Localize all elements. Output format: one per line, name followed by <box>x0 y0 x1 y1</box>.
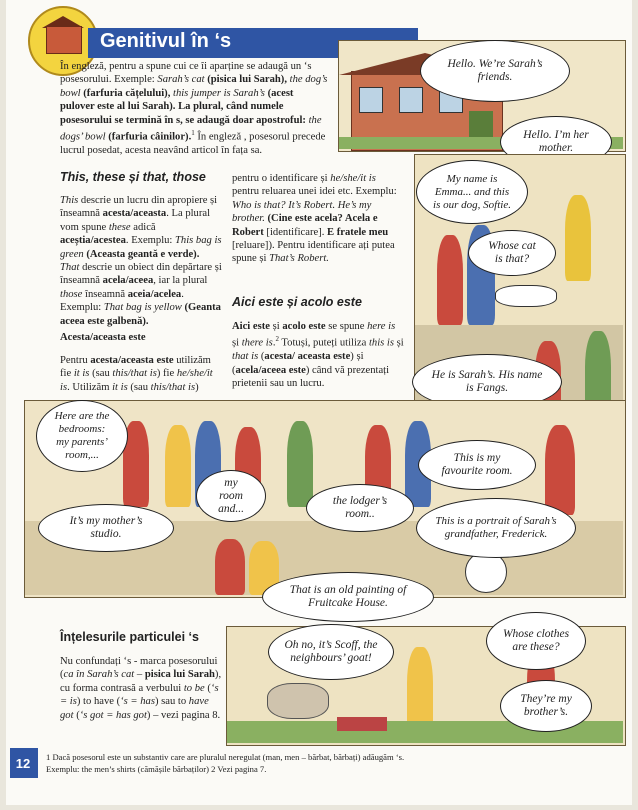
house-shape <box>46 26 82 54</box>
text: . Exemplu: <box>125 235 176 247</box>
word-this: This <box>60 195 79 206</box>
speech-bubble: This is my favourite room. <box>418 440 536 490</box>
person-figure <box>565 195 591 281</box>
text: descrie un lucru din apropiere și înseamnă <box>60 195 218 220</box>
example: it is <box>112 381 128 393</box>
text: . <box>272 337 276 349</box>
aici-acolo-paragraph <box>232 320 404 391</box>
text: ) – vezi pagina 8. <box>146 709 221 721</box>
text: Totuși, puteți utiliza <box>278 337 369 349</box>
text: pentru reluarea unei idei etc. Exemplu: <box>232 186 397 198</box>
text: . Exemplu: <box>60 288 184 314</box>
word-that: That <box>60 262 80 274</box>
text: se spune <box>325 321 368 332</box>
intro-text: În engleză , posesorul precede lucrul posedat, acesta neavând articol în fața sa. <box>60 131 326 156</box>
example: This bag is green <box>60 235 222 260</box>
speech-bubble: It’s my mother’s studio. <box>38 504 174 552</box>
page-number: 12 <box>10 748 36 778</box>
text: . Utilizăm <box>67 381 113 393</box>
term: acesta/ aceasta este <box>264 351 351 363</box>
text: . La plural vom spune <box>60 208 211 233</box>
translation: (Cine este acela? Acela e Robert <box>232 213 378 238</box>
example: he/she/it is <box>60 368 213 393</box>
goat-figure <box>267 683 329 719</box>
acesta-paragraph <box>60 354 222 394</box>
window <box>359 87 383 113</box>
translation: (Geanta aceea este galbenă). <box>60 302 221 327</box>
speech-bubble: Here are the bedrooms: my parents’ room,... <box>36 400 128 472</box>
text: Pentru <box>60 355 91 366</box>
text: ) to have ( <box>76 696 121 708</box>
example: there is <box>241 337 273 349</box>
speech-bubble: my room and... <box>196 470 266 522</box>
person-figure <box>215 539 245 595</box>
text: ( <box>258 351 265 363</box>
speech-bubble: My name is Emma... and this is our dog, Softie. <box>416 160 528 224</box>
example: this is <box>368 337 394 349</box>
heading-aici-acolo: Aici este și acolo este <box>232 295 362 309</box>
term: acesta/aceasta este <box>90 355 174 366</box>
intro-paragraph <box>60 60 330 157</box>
term: acela/aceea este <box>235 364 306 376</box>
text: și <box>269 321 283 332</box>
speech-bubble: Whose cat is that? <box>468 230 556 276</box>
term: acesta/aceasta <box>102 208 167 220</box>
example: That bag is yellow <box>103 302 182 314</box>
person-figure <box>165 425 191 507</box>
example-dogs-plural: the dogs’ bowl <box>60 114 322 143</box>
term: acela/aceea <box>102 275 154 287</box>
text: ) când vă prezentați prietenii sau un lucru. <box>232 364 390 390</box>
example: this/that is <box>112 368 157 380</box>
translation: (acest pulover este al lui Sarah). La plural, când numele posesorului se termină în s, se adaugă doar apostroful: <box>60 87 309 126</box>
translation: (pisica lui Sarah), <box>204 74 290 86</box>
text: ) și ( <box>232 351 364 376</box>
speech-bubble: This is a portrait of Sarah’s grandfather, Frederick. <box>416 498 576 558</box>
text: pentru o identificare și <box>232 173 331 184</box>
footer-divider <box>36 748 38 778</box>
translation: (farfuria cățelului), <box>80 87 173 99</box>
example: it is <box>73 368 90 380</box>
window <box>399 87 423 113</box>
word-these: these <box>108 221 131 233</box>
text: – <box>134 669 145 681</box>
translation: (Aceasta geantă e verde). <box>83 248 200 260</box>
translation: pisica lui Sarah <box>144 669 215 681</box>
dog-figure <box>495 285 557 307</box>
person-figure <box>545 425 575 515</box>
text: (sau <box>127 381 151 393</box>
text: (sau <box>89 368 113 380</box>
text: ) <box>195 381 199 393</box>
text: , iar la plural <box>153 275 208 287</box>
clothes-pile <box>337 717 387 731</box>
speech-bubble: Oh no, it’s Scoff, the neighbours’ goat! <box>268 624 394 680</box>
example: to be <box>183 682 205 694</box>
speech-bubble: They’re my brother’s. <box>500 680 592 732</box>
example: ca în Sarah’s cat <box>63 669 135 681</box>
example: Who is that? It’s Robert. He’s my brother. <box>232 199 372 225</box>
text: ( <box>73 709 80 721</box>
text: [identificare]. <box>263 226 328 238</box>
example: That’s Robert. <box>269 253 329 265</box>
page-title: Genitivul în ‘s <box>100 30 232 52</box>
text: ) fie <box>156 368 177 380</box>
term: acolo este <box>282 321 326 332</box>
this-these-paragraph <box>60 194 222 328</box>
person-figure <box>287 421 313 507</box>
example: this/that is <box>150 381 196 393</box>
identification-paragraph <box>232 172 404 266</box>
text: [reluare]). Pentru identificare ați putea spune și <box>232 240 395 265</box>
speech-bubble: That is an old painting of Fruitcake House. <box>262 572 434 622</box>
example: have got <box>60 696 209 721</box>
text: ( <box>204 682 211 694</box>
text: ) sau to <box>154 696 189 708</box>
speech-bubble: Whose clothes are these? <box>486 612 586 670</box>
footnote-ref: 2 <box>275 335 279 344</box>
term: Aici este <box>232 321 270 332</box>
example: that is <box>232 351 259 363</box>
example: ‘s got = has got <box>79 709 147 721</box>
text: și <box>393 337 404 349</box>
term: aceștia/acestea <box>60 235 126 247</box>
term: aceia/acelea <box>127 288 182 300</box>
footnote-1: 1 Dacă posesorul este un substantiv care are pluralul neregulat (man, men – bărbat, bărbați) adăugăm ‘s. <box>46 752 405 762</box>
example: ‘s = is <box>60 682 219 708</box>
text: descrie un obiect din depărtare și înseamnă <box>60 262 222 287</box>
footnote-ref: 1 <box>191 129 195 138</box>
text: înseamnă <box>82 288 128 300</box>
speech-bubble: Hello. I’m her mother. <box>500 116 612 168</box>
example: he/she/it is <box>330 173 376 184</box>
text: Nu confundați ‘s - marca posesorului ( <box>60 656 218 681</box>
heading-particle: Înțelesurile particulei ‘s <box>60 630 199 644</box>
example-sarahs-cat: Sarah’s cat <box>157 74 205 86</box>
person-figure <box>437 235 463 325</box>
example: here is <box>367 321 396 332</box>
footnote-2: Exemplu: the men’s shirts (cămășile bărbaților) 2 Vezi pagina 7. <box>46 764 267 774</box>
text: și <box>232 337 242 349</box>
subheading-acesta: Acesta/aceasta este <box>60 332 146 343</box>
speech-bubble: Hello. We’re Sarah’s friends. <box>420 40 570 102</box>
particle-paragraph <box>60 655 222 722</box>
text: utilizăm fie <box>60 355 211 380</box>
text: ), cu forma contrasă a verbului <box>60 669 222 694</box>
example: ‘s = has <box>120 696 155 708</box>
example-jumper: this jumper is Sarah’s <box>173 87 265 99</box>
speech-bubble: the lodger’s room.. <box>306 484 414 532</box>
example-dogs-bowl: the dog’s bowl <box>60 74 328 99</box>
word-those: those <box>60 288 83 300</box>
translation: E fratele meu <box>327 226 389 238</box>
text: adică <box>130 221 156 233</box>
speech-bubble: He is Sarah’s. His name is Fangs. <box>412 354 562 410</box>
translation: (farfuria câinilor). <box>105 131 192 143</box>
heading-this-these: This, these și that, those <box>60 170 206 184</box>
intro-text: În engleză, pentru a spune cui ce îi aparține se adaugă un ‘s posesorului. Exemple: <box>60 61 312 86</box>
